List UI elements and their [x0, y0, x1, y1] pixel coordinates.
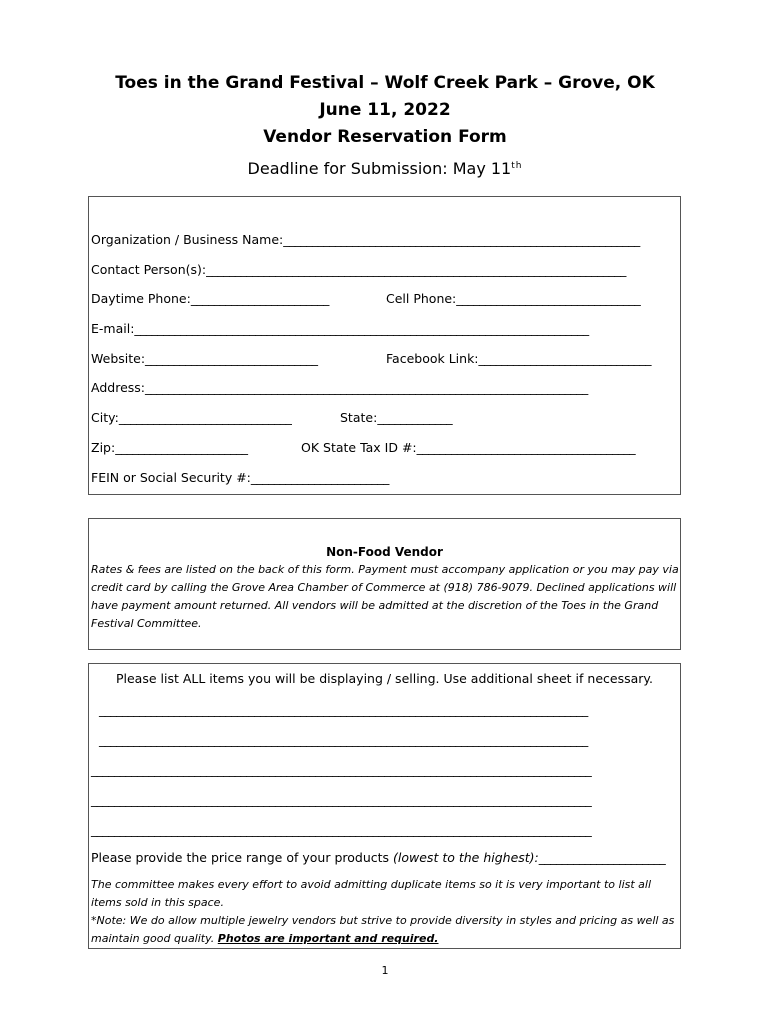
state-field[interactable]: [340, 410, 452, 426]
vendor-text-line-2: credit card by calling the Grove Area Chamber of Commerce at (918) 786-9079. Declined applications will: [91, 581, 677, 594]
zip-line: _______________________: [115, 440, 248, 455]
contact-info-box: [88, 196, 681, 495]
website-label: Website:: [91, 351, 146, 366]
note-line-3: *Note: We do allow multiple jewelry vendors but strive to provide diversity in styles and pricing as well as: [91, 914, 675, 927]
contact-person-label: Contact Person(s):: [91, 262, 207, 277]
form-name: Vendor Reservation Form: [263, 127, 507, 147]
state-line: _____________: [377, 410, 453, 425]
item-line-1[interactable]: _____________________________________________________________________________________: [99, 702, 588, 717]
tax-id-label: OK State Tax ID #:: [301, 440, 417, 455]
website-line: ______________________________: [145, 351, 318, 366]
tax-id-field[interactable]: [301, 440, 635, 456]
deadline-suffix: th: [511, 161, 523, 171]
item-line-5[interactable]: _______________________________________________________________________________________: [91, 822, 592, 837]
state-label: State:: [340, 410, 378, 425]
price-range-line: ______________________: [538, 850, 666, 865]
org-name-field[interactable]: [91, 232, 640, 248]
item-line-2[interactable]: _____________________________________________________________________________________: [99, 732, 588, 747]
zip-label: Zip:: [91, 440, 116, 455]
address-line: _____________________________________________________________________________: [145, 380, 588, 395]
org-name-label: Organization / Business Name:: [91, 232, 284, 247]
deadline-main: Deadline for Submission: May 11: [247, 159, 512, 178]
vendor-text-line-4: Festival Committee.: [91, 617, 202, 630]
email-label: E-mail:: [91, 321, 135, 336]
fein-field[interactable]: [91, 470, 389, 486]
vendor-text-line-3: have payment amount returned. All vendors will be admitted at the discretion of the Toes in the Grand: [91, 599, 659, 612]
address-field[interactable]: [91, 380, 588, 396]
price-range-label-italic: (lowest to the highest):: [393, 850, 539, 865]
page-number: 1: [381, 964, 389, 977]
daytime-phone-line: ________________________: [190, 291, 329, 306]
note-line-1: The committee makes every effort to avoid admitting duplicate items so it is very important to list all: [91, 878, 652, 891]
form-title: Toes in the Grand Festival – Wolf Creek Park – Grove, OK: [115, 73, 655, 93]
item-line-4[interactable]: _______________________________________________________________________________________: [91, 792, 592, 807]
note-line-4: [91, 930, 439, 948]
daytime-phone-field[interactable]: [91, 291, 329, 307]
facebook-link-field[interactable]: [386, 351, 651, 367]
note-line-2: items sold in this space.: [91, 896, 224, 909]
vendor-info-box: [88, 518, 681, 650]
city-field[interactable]: [91, 410, 291, 426]
price-range-field[interactable]: [91, 850, 665, 866]
photos-required-text: Photos are important and required.: [217, 932, 439, 945]
item-line-3[interactable]: _______________________________________________________________________________________: [91, 762, 592, 777]
event-date: June 11, 2022: [319, 100, 451, 120]
cell-phone-field[interactable]: [386, 291, 640, 307]
deadline-text: [0, 156, 770, 179]
contact-person-line: _________________________________________________________________________: [206, 262, 626, 277]
fein-label: FEIN or Social Security #:: [91, 470, 251, 485]
email-field[interactable]: [91, 321, 589, 337]
vendor-text-line-1: Rates & fees are listed on the back of this form. Payment must accompany application or you may pay via: [91, 563, 679, 576]
items-box: [88, 663, 681, 949]
contact-person-field[interactable]: [91, 262, 626, 278]
city-line: ______________________________: [118, 410, 292, 425]
vendor-heading: Non-Food Vendor: [326, 545, 443, 559]
org-name-line: ______________________________________________________________: [283, 232, 640, 247]
city-label: City:: [91, 410, 119, 425]
price-range-label: Please provide the price range of your products: [91, 850, 394, 865]
facebook-link-label: Facebook Link:: [386, 351, 479, 366]
cell-phone-line: ________________________________: [456, 291, 641, 306]
fein-line: ________________________: [250, 470, 389, 485]
zip-field[interactable]: [91, 440, 247, 456]
tax-id-line: ______________________________________: [416, 440, 636, 455]
items-instruction: Please list ALL items you will be displaying / selling. Use additional sheet if necessary.: [115, 671, 653, 686]
website-field[interactable]: [91, 351, 318, 367]
cell-phone-label: Cell Phone:: [386, 291, 457, 306]
note-line-4-text: maintain good quality.: [91, 932, 218, 945]
address-label: Address:: [91, 380, 145, 395]
daytime-phone-label: Daytime Phone:: [91, 291, 191, 306]
facebook-link-line: ______________________________: [478, 351, 652, 366]
email-line: _______________________________________________________________________________: [134, 321, 589, 336]
